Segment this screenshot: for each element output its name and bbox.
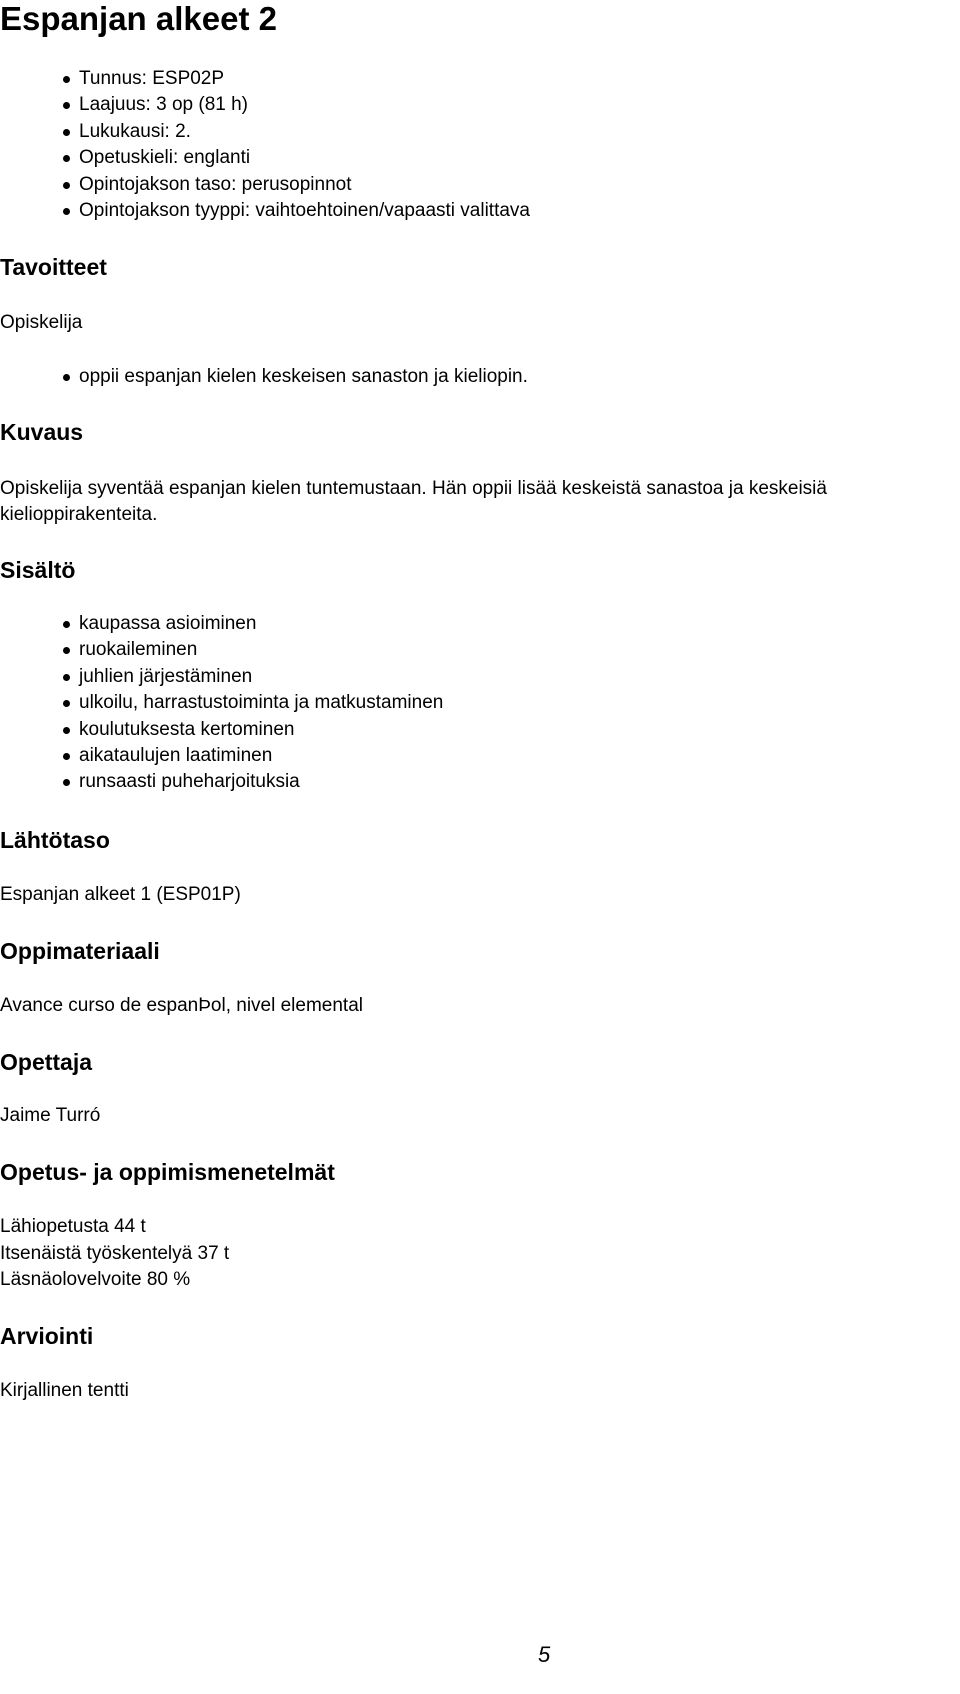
list-item: Lukukausi: 2. xyxy=(63,119,530,145)
sisalto-heading: Sisältö xyxy=(0,557,76,583)
menetelmat-line-1: Lähiopetusta 44 t xyxy=(0,1216,146,1237)
bullet-icon xyxy=(63,129,70,136)
oppimateriaali-heading: Oppimateriaali xyxy=(0,938,160,964)
kuvaus-text-line-1: Opiskelija syventää espanjan kielen tuntemustaan. Hän oppii lisää keskeistä sanastoa ja keskeisiä xyxy=(0,478,827,499)
kuvaus-text-line-2: kielioppirakenteita. xyxy=(0,504,158,525)
list-item: Opintojakson taso: perusopinnot xyxy=(63,172,530,198)
bullet-icon xyxy=(63,700,70,707)
kuvaus-heading: Kuvaus xyxy=(0,419,84,445)
course-info-list xyxy=(63,66,530,224)
page-title: Espanjan alkeet 2 xyxy=(0,0,277,37)
list-item: koulutuksesta kertominen xyxy=(63,717,443,743)
tavoitteet-heading: Tavoitteet xyxy=(0,254,107,280)
list-item: Laajuus: 3 op (81 h) xyxy=(63,92,530,118)
bullet-icon xyxy=(63,779,70,786)
menetelmat-line-3: Läsnäolovelvoite 80 % xyxy=(0,1269,191,1290)
bullet-icon xyxy=(63,647,70,654)
tavoitteet-intro: Opiskelija xyxy=(0,312,83,333)
list-item: aikataulujen laatiminen xyxy=(63,743,443,769)
list-item: Opintojakson tyyppi: vaihtoehtoinen/vapaasti valittava xyxy=(63,198,530,224)
bullet-icon xyxy=(63,76,70,83)
menetelmat-heading: Opetus- ja oppimismenetelmät xyxy=(0,1159,335,1185)
arviointi-text: Kirjallinen tentti xyxy=(0,1380,129,1401)
lahtotaso-text: Espanjan alkeet 1 (ESP01P) xyxy=(0,884,241,905)
arviointi-heading: Arviointi xyxy=(0,1323,94,1349)
opettaja-text: Jaime Turró xyxy=(0,1105,101,1126)
list-item: ruokaileminen xyxy=(63,637,443,663)
list-item: Tunnus: ESP02P xyxy=(63,66,530,92)
bullet-icon xyxy=(63,102,70,109)
opettaja-heading: Opettaja xyxy=(0,1049,93,1075)
list-item: runsaasti puheharjoituksia xyxy=(63,769,443,795)
bullet-icon xyxy=(63,727,70,734)
bullet-icon xyxy=(63,155,70,162)
bullet-icon xyxy=(63,621,70,628)
page-number: 5 xyxy=(538,1642,551,1667)
list-item: juhlien järjestäminen xyxy=(63,664,443,690)
menetelmat-line-2: Itsenäistä työskentelyä 37 t xyxy=(0,1243,230,1264)
list-item: Opetuskieli: englanti xyxy=(63,145,530,171)
lahtotaso-heading: Lähtötaso xyxy=(0,827,110,853)
bullet-icon xyxy=(63,182,70,189)
tavoitteet-list xyxy=(63,364,528,390)
oppimateriaali-text: Avance curso de espanÞol, nivel elemental xyxy=(0,995,363,1016)
bullet-icon xyxy=(63,674,70,681)
sisalto-list xyxy=(63,611,443,796)
bullet-icon xyxy=(63,208,70,215)
bullet-icon xyxy=(63,374,70,381)
list-item: oppii espanjan kielen keskeisen sanaston ja kieliopin. xyxy=(63,364,528,390)
list-item: ulkoilu, harrastustoiminta ja matkustaminen xyxy=(63,690,443,716)
bullet-icon xyxy=(63,753,70,760)
list-item: kaupassa asioiminen xyxy=(63,611,443,637)
